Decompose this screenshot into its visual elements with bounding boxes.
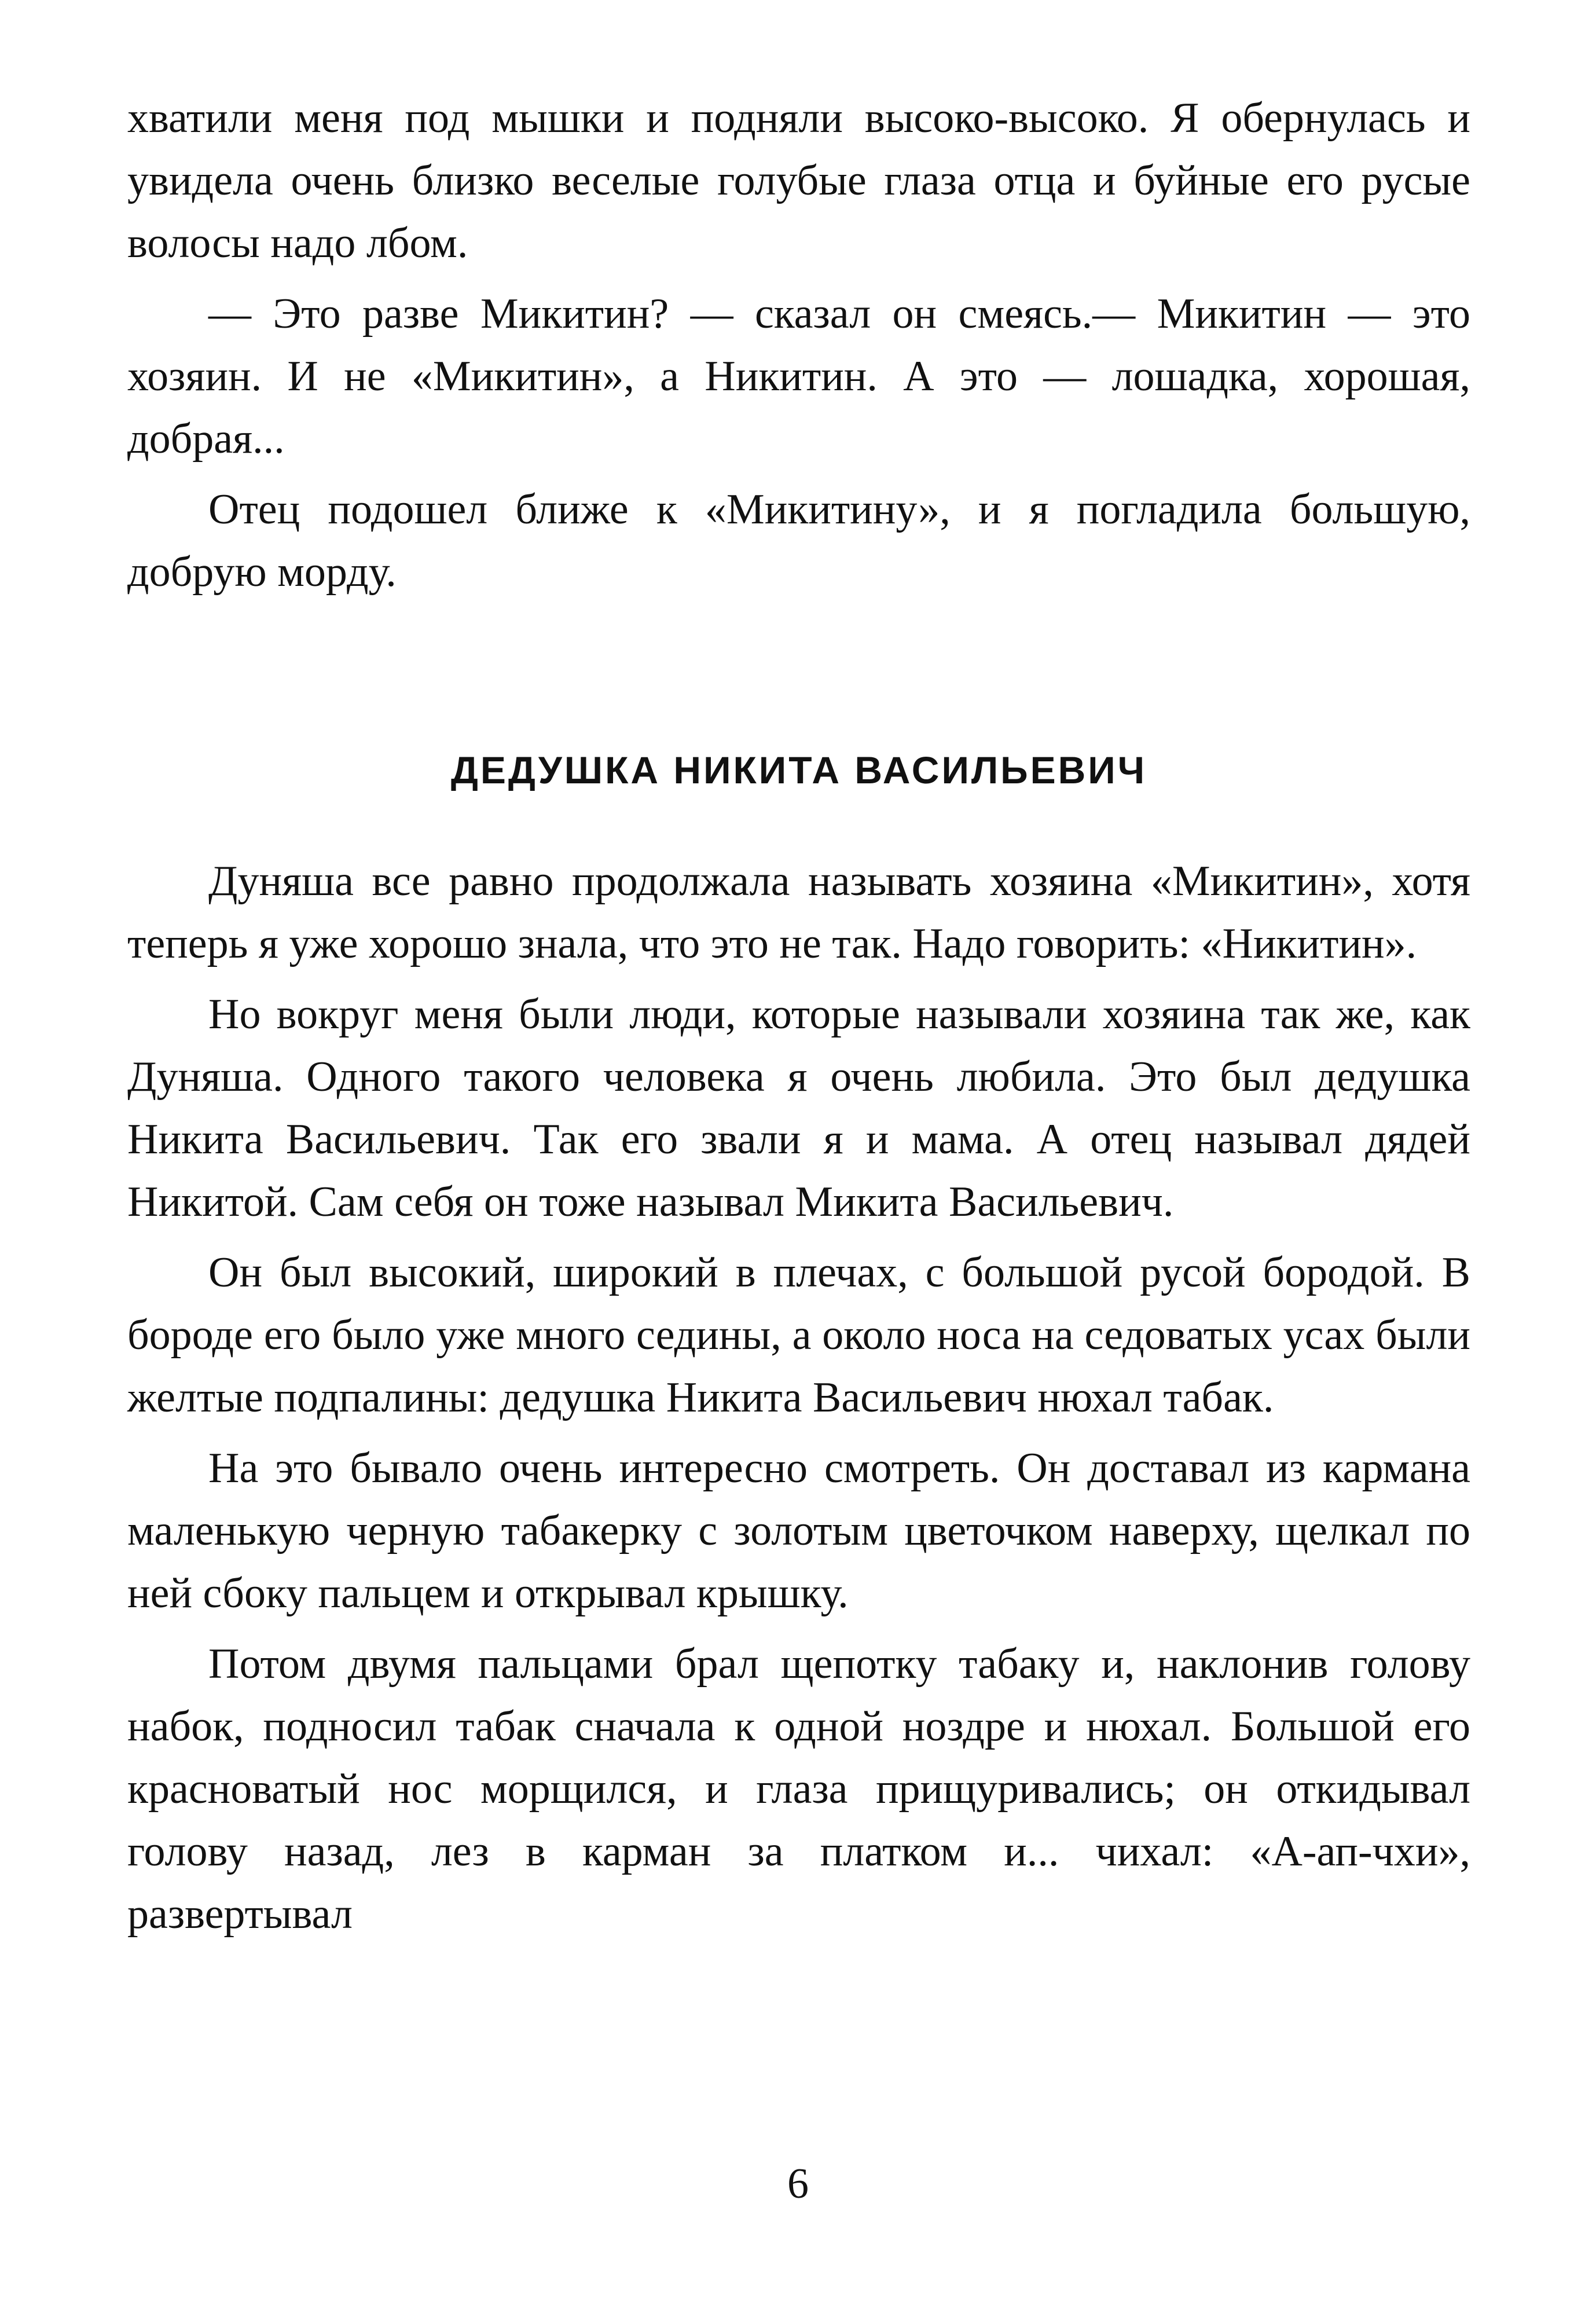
paragraph-continuation: хватили меня под мышки и подняли высоко-высоко. Я обернулась и увидела очень близко веселые голубые глаза отца и буйные его русые волосы надо лбом. xyxy=(127,94,1470,267)
paragraph: Потом двумя пальцами брал щепотку табаку и, наклонив голову набок, подносил табак сначала к одной ноздре и нюхал. Большой его красноватый нос морщился, и глаза прищуривались; он откидывал голову назад, лез в карман за платком и... чихал: «А-ап-чхи», развертывал xyxy=(127,1640,1470,1938)
paragraph: На это бывало очень интересно смотреть. Он доставал из кармана маленькую черную табакерку с золотым цветочком наверху, щелкал по ней сбоку пальцем и открывал крышку. xyxy=(127,1445,1470,1617)
book-page xyxy=(127,87,1470,1945)
paragraph: Он был высокий, широкий в плечах, с большой русой бородой. В бороде его было уже много седины, а около носа на седоватых усах были желтые подпалины: дедушка Никита Васильевич нюхал табак. xyxy=(127,1249,1470,1421)
paragraph-dialogue: — Это разве Микитин? — сказал он смеясь.— Микитин — это хозяин. И не «Микитин», а Никитин. А это — лошадка, хорошая, добрая... xyxy=(127,290,1470,463)
paragraph: Отец подошел ближе к «Микитину», и я погладила большую, добрую морду. xyxy=(127,486,1470,596)
page-number: 6 xyxy=(787,2160,809,2208)
section-title: ДЕДУШКА НИКИТА ВАСИЛЬЕВИЧ xyxy=(450,749,1147,791)
paragraph: Дуняша все равно продолжала называть хозяина «Микитин», хотя теперь я уже хорошо знала, что это не так. Надо говорить: «Никитин». xyxy=(127,857,1470,967)
paragraph: Но вокруг меня были люди, которые называли хозяина так же, как Дуняша. Одного такого человека я очень любила. Это был дедушка Никита Васильевич. Так его звали я и мама. А отец называл дядей Никитой. Сам себя он тоже называл Микита Васильевич. xyxy=(127,991,1470,1226)
